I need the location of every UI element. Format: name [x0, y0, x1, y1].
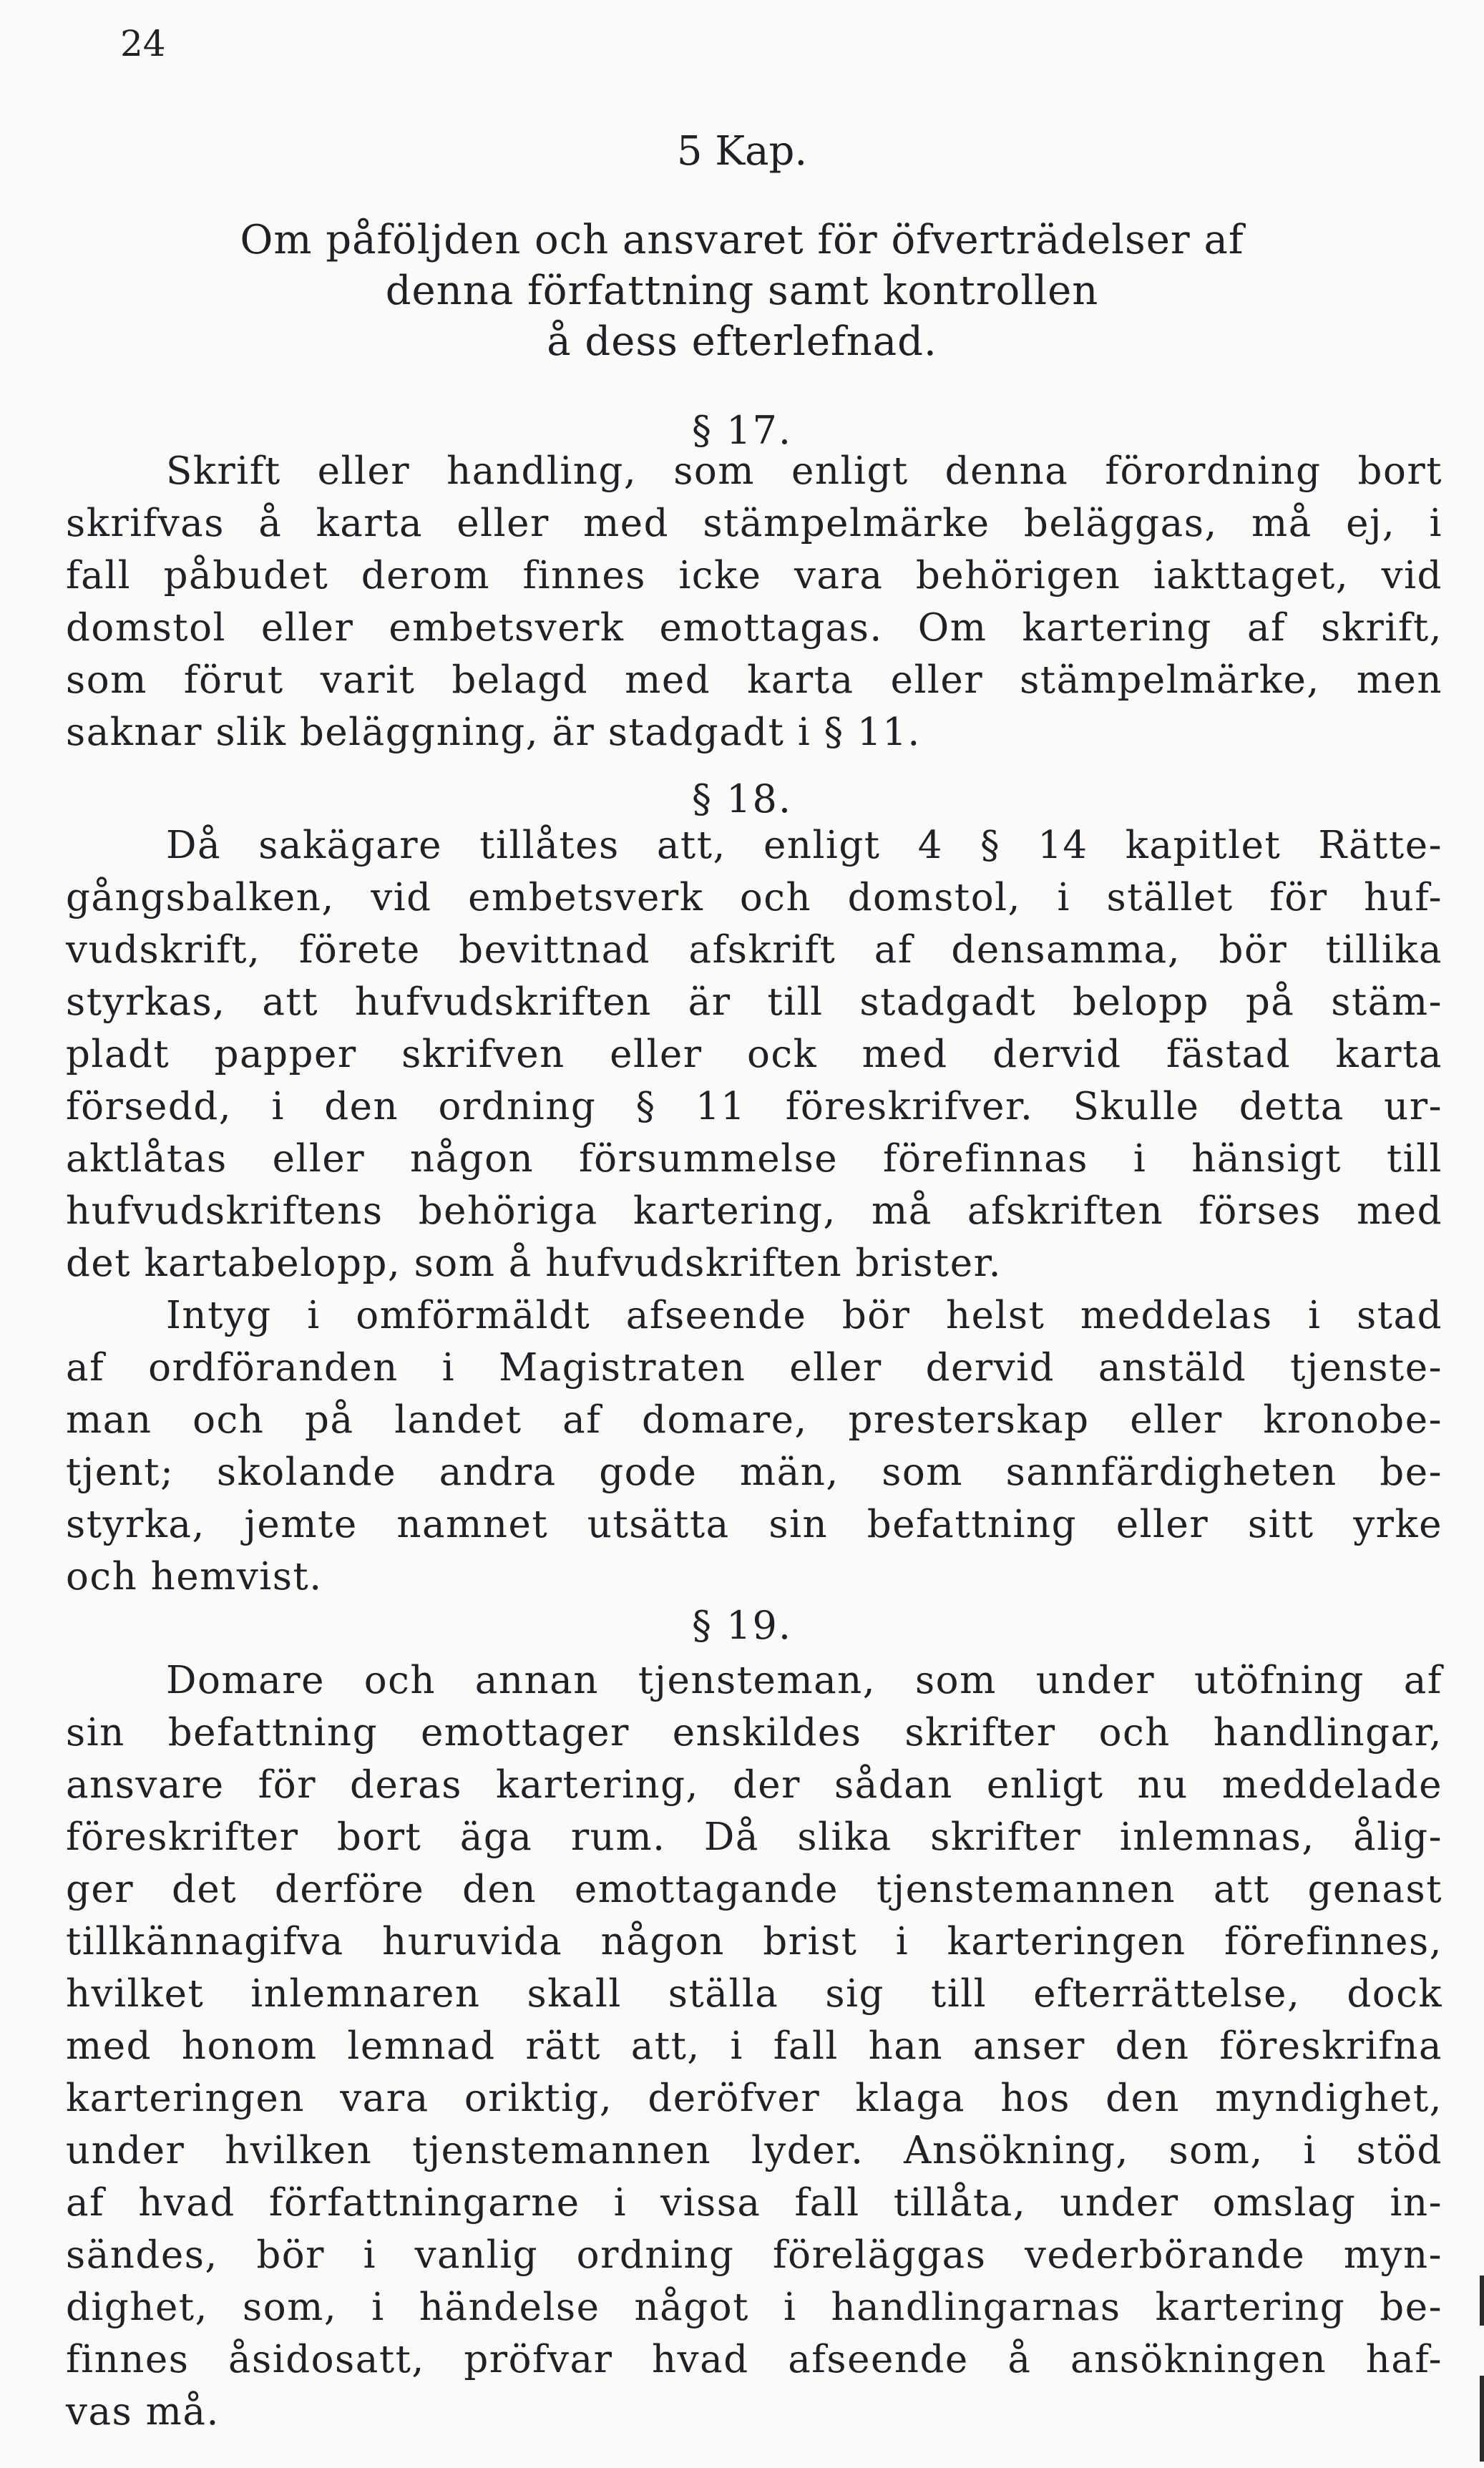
section-18-paragraph-2 — [66, 1289, 1442, 1603]
binding-edge-mark — [1480, 2376, 1484, 2462]
text-line: sändes, bör i vanlig ordning föreläggas vederbörande myn- — [66, 2233, 1442, 2277]
text-line: vudskrift, förete bevittnad afskrift af densamma, bör tillika — [66, 928, 1442, 972]
text-line: karteringen vara oriktig, deröfver klaga hos den myndighet, — [66, 2077, 1442, 2120]
text-line: fall påbudet derom finnes icke vara behörigen iakttaget, vid — [66, 554, 1442, 598]
section-18-paragraph-1 — [66, 819, 1442, 1289]
text-line: ger det derföre den emottagande tjenstemannen att genast — [66, 1868, 1442, 1911]
text-line: gångsbalken, vid embetsverk och domstol, i stället för huf- — [66, 876, 1442, 920]
section-mark-17: § 17. — [691, 408, 793, 453]
text-line: sin befattning emottager enskildes skrifter och handlingar, — [66, 1711, 1442, 1755]
binding-edge-mark — [1480, 2276, 1484, 2326]
text-line: försedd, i den ordning § 11 föreskrifver. Skulle detta ur- — [66, 1085, 1442, 1128]
text-line: domstol eller embetsverk emottagas. Om kartering af skrift, — [66, 606, 1442, 650]
text-line: af hvad författningarne i vissa fall tillåta, under omslag in- — [66, 2181, 1442, 2225]
text-line: under hvilken tjenstemannen lyder. Ansökning, som, i stöd — [66, 2129, 1442, 2172]
text-line: dighet, som, i händelse något i handlingarnas kartering be- — [66, 2286, 1442, 2329]
section-19-paragraph — [66, 1654, 1442, 2438]
text-line: styrkas, att hufvudskriften är till stadgadt belopp på stäm- — [66, 980, 1442, 1024]
chapter-heading — [0, 215, 1484, 367]
heading-line: Om påföljden och ansvaret för öfverträdelser af — [240, 217, 1244, 263]
text-line: skrifvas å karta eller med stämpelmärke beläggas, må ej, i — [66, 502, 1442, 545]
chapter-title: 5 Kap. — [676, 128, 808, 175]
text-line: det kartabelopp, som å hufvudskriften brister. — [66, 1242, 1002, 1285]
section-17-paragraph — [66, 445, 1442, 759]
text-line: Då sakägare tillåtes att, enligt 4 § 14 kapitlet Rätte- — [166, 824, 1442, 867]
text-line: och hemvist. — [66, 1555, 323, 1599]
text-line: pladt papper skrifven eller ock med dervid fästad karta — [66, 1033, 1442, 1076]
text-line: aktlåtas eller någon försummelse förefinnas i hänsigt till — [66, 1137, 1442, 1181]
text-line: tjent; skolande andra gode män, som sannfärdigheten be- — [66, 1450, 1442, 1494]
text-line: tillkännagifva huruvida någon brist i karteringen förefinnes, — [66, 1920, 1442, 1964]
heading-line: denna författning samt kontrollen — [385, 268, 1099, 314]
text-line: finnes åsidosatt, pröfvar hvad afseende å ansökningen haf- — [66, 2338, 1442, 2381]
heading-line: å dess efterlefnad. — [547, 318, 937, 365]
text-line: af ordföranden i Magistraten eller dervid anstäld tjenste- — [66, 1346, 1442, 1390]
page-number: 24 — [120, 23, 166, 64]
text-line: Intyg i omförmäldt afseende bör helst meddelas i stad — [166, 1294, 1442, 1337]
section-mark-18: § 18. — [691, 776, 793, 821]
text-line: man och på landet af domare, presterskap eller kronobe- — [66, 1398, 1442, 1442]
text-line: saknar slik beläggning, är stadgadt i § 11. — [66, 711, 921, 754]
text-line: föreskrifter bort äga rum. Då slika skrifter inlemnas, ålig- — [66, 1815, 1442, 1859]
text-line: ansvare för deras kartering, der sådan enligt nu meddelade — [66, 1763, 1442, 1807]
text-line: hvilket inlemnaren skall ställa sig till efterrättelse, dock — [66, 1972, 1442, 2016]
text-line: styrka, jemte namnet utsätta sin befattning eller sitt yrke — [66, 1503, 1442, 1546]
text-line: Skrift eller handling, som enligt denna förordning bort — [166, 449, 1442, 493]
text-line: med honom lemnad rätt att, i fall han anser den föreskrifna — [66, 2024, 1442, 2068]
text-line: vas må. — [66, 2390, 220, 2434]
text-line: som förut varit belagd med karta eller stämpelmärke, men — [66, 658, 1442, 702]
text-line: hufvudskriftens behöriga kartering, må afskriften förses med — [66, 1189, 1442, 1233]
text-line: Domare och annan tjensteman, som under utöfning af — [166, 1659, 1442, 1702]
section-mark-19: § 19. — [691, 1603, 793, 1648]
